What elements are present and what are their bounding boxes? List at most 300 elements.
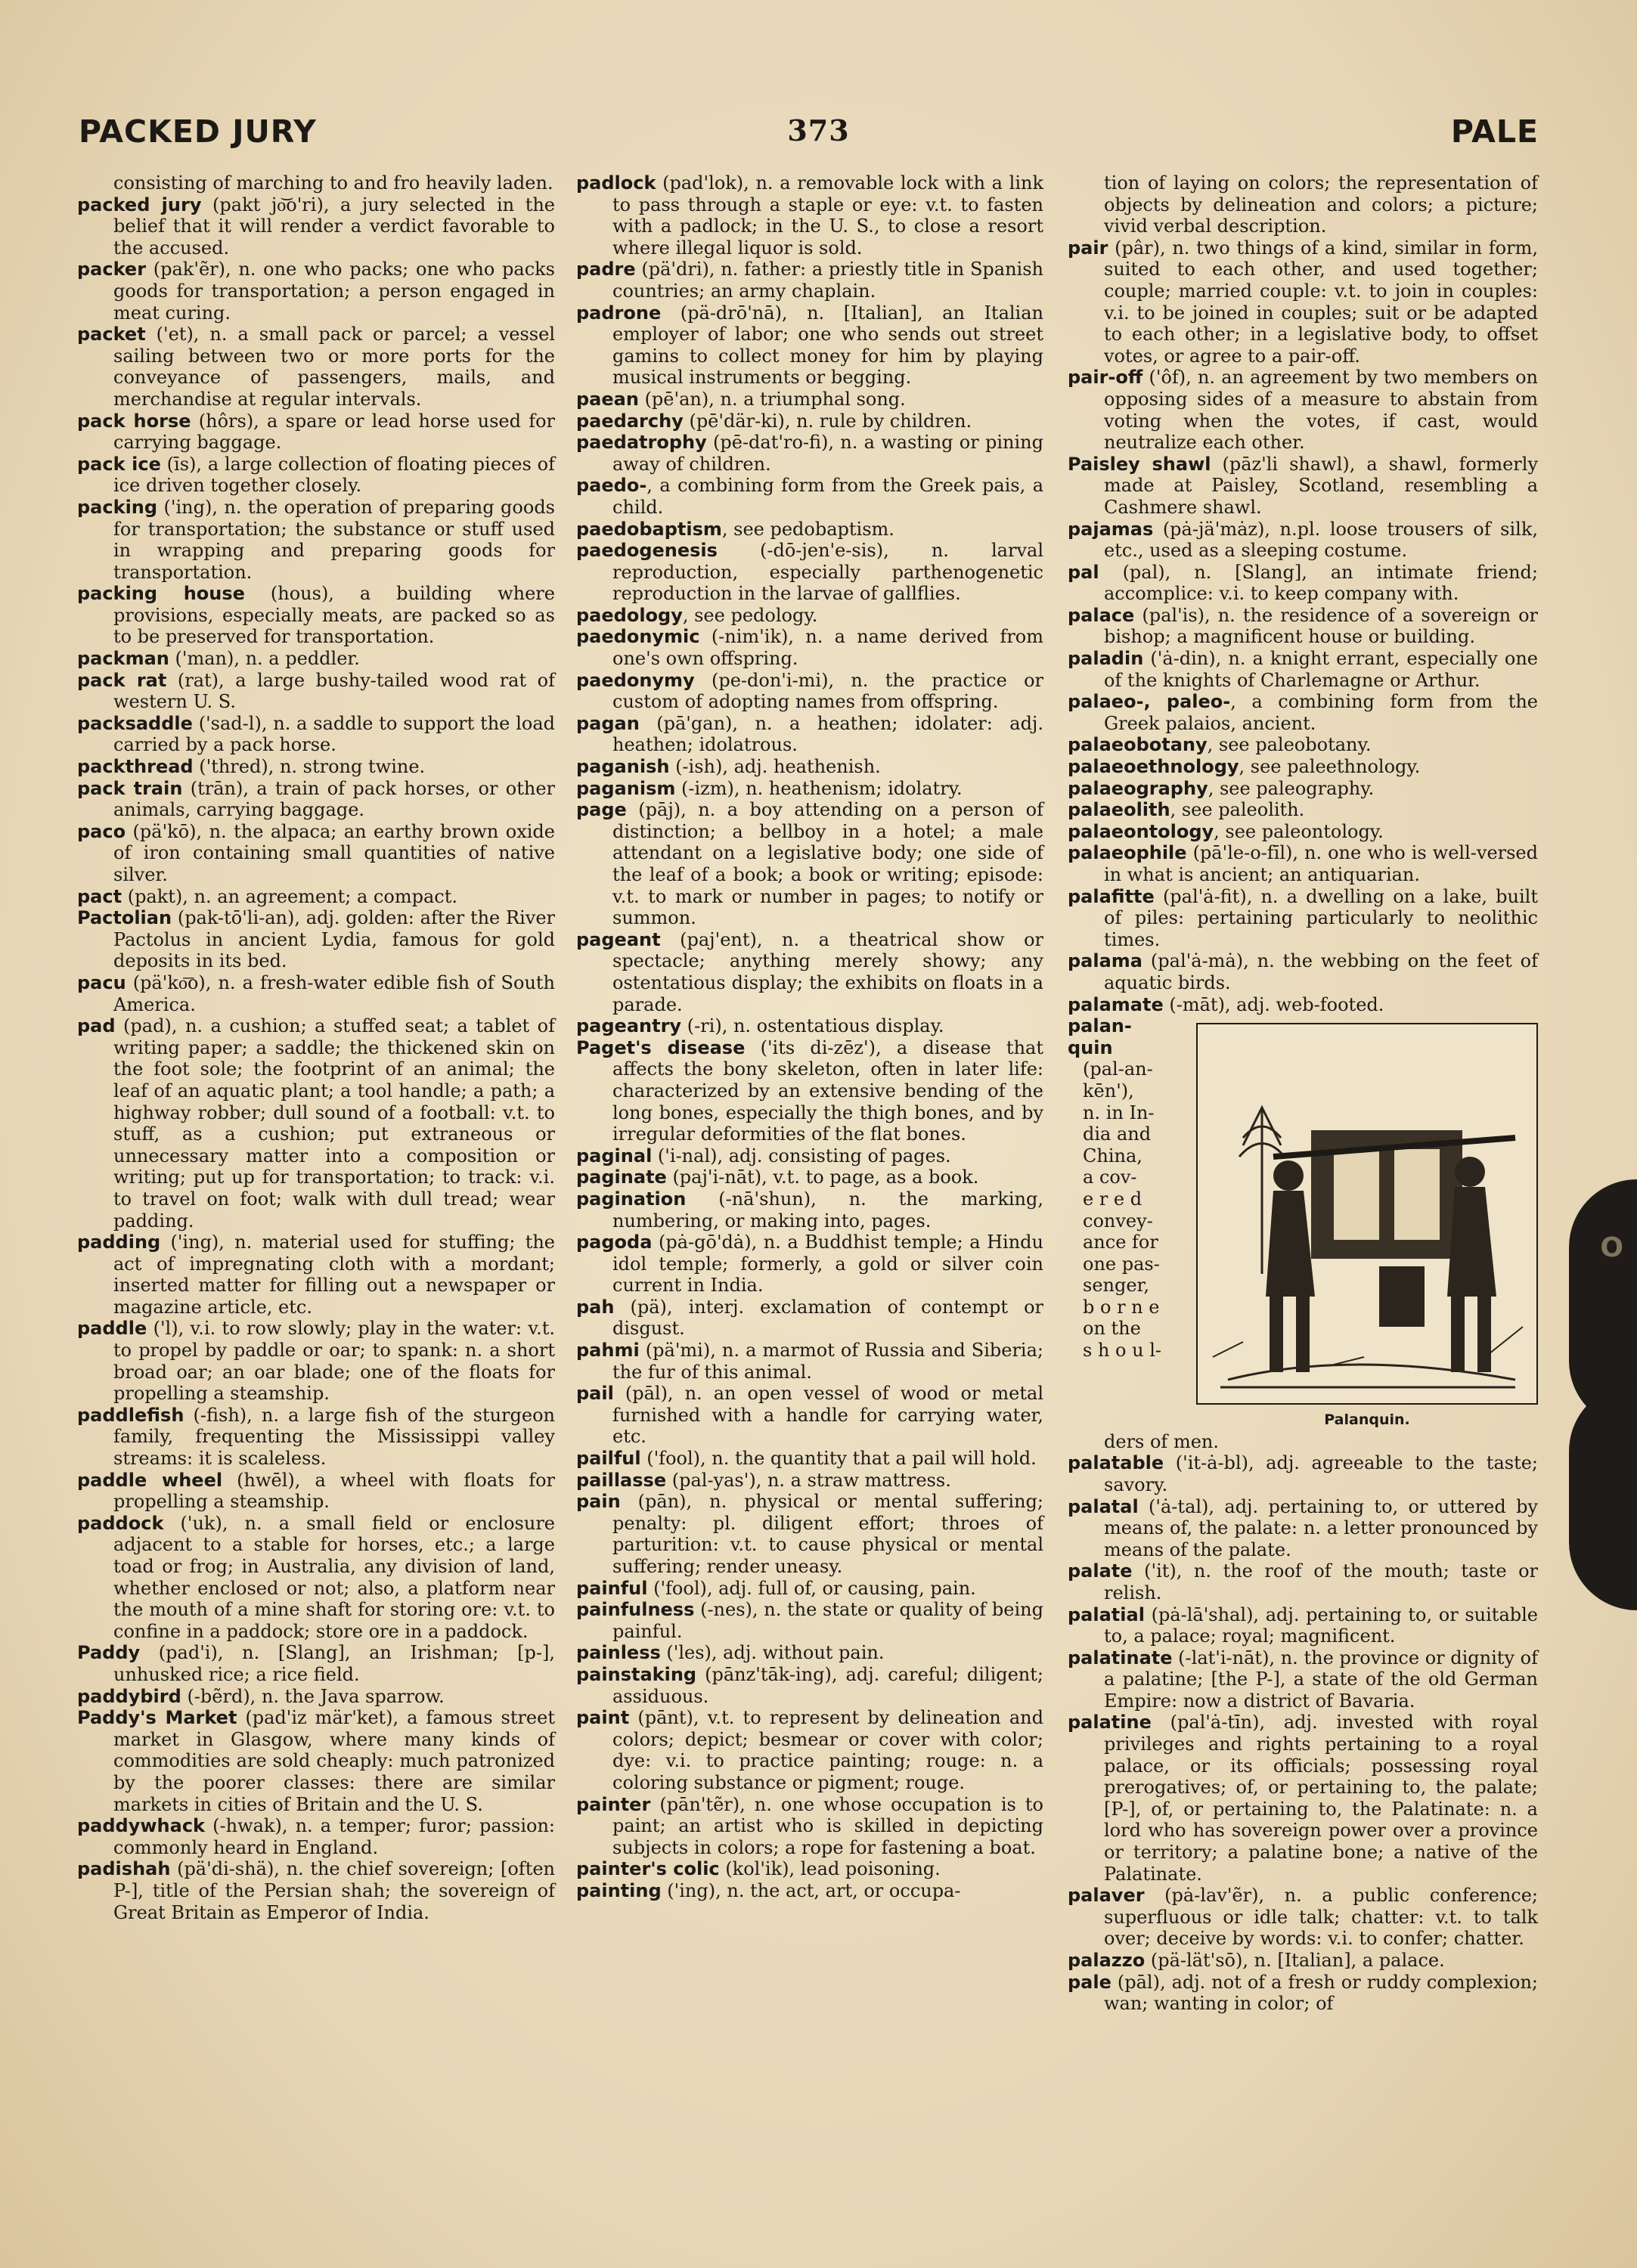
definition-text: (pal-yas'), n. a straw mattress.	[666, 1469, 951, 1491]
definition-line: b o r n e	[1083, 1296, 1160, 1318]
headword: paddock	[77, 1512, 164, 1534]
palanquin-illustration	[1196, 1023, 1538, 1405]
headword: Paget's disease	[576, 1036, 746, 1058]
definition-text: (pȧ-lav'ẽr), n. a public conference; superfluous or idle talk; chatter: v.t. to talk over; deceive by words: v.i. to confer; chatter.	[1104, 1885, 1538, 1950]
headword: paganish	[576, 756, 670, 778]
dictionary-entry	[576, 540, 1043, 605]
definition-line: e r e d	[1083, 1188, 1142, 1210]
headword: palazzo	[1068, 1950, 1146, 1971]
definition-text: ('it-ȧ-bl), adj. agreeable to the taste; savory.	[1104, 1452, 1538, 1495]
dictionary-entry	[1068, 237, 1538, 367]
dictionary-entry	[576, 1794, 1043, 1859]
dictionary-entry	[576, 1188, 1043, 1232]
definition-text: (pȧ-jä'mȧz), n.pl. loose trousers of silk, etc., used as a sleeping costume.	[1104, 518, 1538, 562]
definition-text: (pal'is), n. the residence of a sovereign or bishop; a magnificent house or building.	[1104, 604, 1538, 648]
headword: pahmi	[576, 1340, 640, 1362]
definition-text: (hôrs), a spare or lead horse used for carrying baggage.	[113, 410, 556, 454]
dictionary-entry	[576, 1232, 1043, 1297]
headword: palatinate	[1068, 1647, 1173, 1668]
definition-text: (-hwak), n. a temper; furor; passion: commonly heard in England.	[113, 1815, 555, 1858]
definition-line: (pal-an-	[1083, 1058, 1153, 1080]
definition-text: (pad'lok), n. a removable lock with a link to pass through a staple or eye: v.t. to fasten with a padlock; in the U. S., to close a resort where illegal liquor is sold.	[612, 172, 1043, 259]
dictionary-entry	[77, 1232, 555, 1318]
definition-text: (pāj), n. a boy attending on a person of distinction; a bellboy in a hotel; a male attendant on a legislative body; one side of the leaf of a book; a book or writing; episode: v.t. to mark or number in pages; to notify or summon.	[612, 799, 1043, 929]
definition-text: , see paleobotany.	[1207, 734, 1372, 756]
headword: paedobaptism	[576, 518, 722, 540]
headword: palan-	[1068, 1015, 1132, 1037]
headword: pagination	[576, 1188, 687, 1210]
dictionary-entry	[576, 1470, 1043, 1492]
definition-text: ('ing), n. the act, art, or occupa-	[661, 1879, 961, 1901]
definition-text: ('sad-l), n. a saddle to support the load carried by a pack horse.	[113, 712, 555, 756]
palanquin-block	[1068, 1015, 1538, 1431]
dictionary-entry	[77, 1470, 555, 1513]
definition-text: , see pedology.	[682, 604, 818, 626]
headword: packing house	[77, 583, 245, 605]
dictionary-entry	[576, 713, 1043, 756]
headword: paedonymy	[576, 669, 695, 691]
dictionary-entry	[1068, 1604, 1538, 1647]
definition-line: s h o u l-	[1083, 1340, 1161, 1362]
definition-text: (pä'mi), n. a marmot of Russia and Siberia; the fur of this animal.	[612, 1340, 1043, 1383]
definition-text: (pâr), n. two things of a kind, similar in form, suited to each other, and used together; couple; married couple: v.t. to join in couples: v.i. to be joined in couples; suit or be adapted to each other; in a legislative body, to offset votes, or agree to a pair-off.	[1104, 237, 1538, 367]
definition-text: (-lat'i-nāt), n. the province or dignity of a palatine; [the P-], a state of the old German Empire: now a district of Bavaria.	[1104, 1647, 1538, 1712]
dictionary-entry	[576, 1448, 1043, 1470]
dictionary-entry	[77, 1318, 555, 1404]
headword: padding	[77, 1232, 161, 1253]
definition-line: dia and	[1083, 1123, 1152, 1145]
dictionary-entry	[576, 1145, 1043, 1167]
headword: packman	[77, 648, 169, 670]
dictionary-entry	[576, 1340, 1043, 1383]
definition-line: senger,	[1083, 1275, 1150, 1297]
headword: quin	[1068, 1036, 1113, 1058]
headword: Paddy's Market	[77, 1707, 237, 1729]
headword: paco	[77, 820, 126, 842]
definition-text: , see pedobaptism.	[721, 518, 894, 540]
dictionary-entry	[77, 583, 555, 648]
headword: paginate	[576, 1167, 667, 1188]
dictionary-entry	[576, 1858, 1043, 1880]
definition-line: n. in In-	[1083, 1101, 1155, 1123]
headword: paedatrophy	[576, 432, 707, 454]
definition-text: (pakt jo͝o'ri), a jury selected in the belief that it will render a verdict favorable to the accused.	[113, 194, 555, 259]
headword: pajamas	[1068, 518, 1154, 540]
headword: palaver	[1068, 1885, 1145, 1907]
definition-text: (trān), a train of pack horses, or other animals, carrying baggage.	[113, 777, 555, 821]
headword: paladin	[1068, 648, 1144, 670]
dictionary-entry	[77, 194, 555, 259]
headword: packet	[77, 324, 146, 345]
definition-text: (pē'an), n. a triumphal song.	[638, 388, 906, 410]
definition-line: kēn'),	[1083, 1080, 1134, 1101]
headword: packer	[77, 259, 147, 280]
dictionary-entry	[77, 907, 555, 972]
definition-text: (pä-lät'sō), n. [Italian], a palace.	[1145, 1950, 1445, 1971]
dictionary-entry	[77, 886, 555, 908]
definition-text: (pä'ko͞o), n. a fresh-water edible fish of South America.	[113, 971, 555, 1015]
dictionary-entry	[77, 1642, 555, 1685]
definition-text: , see paleolith.	[1170, 799, 1305, 821]
headword: paddybird	[77, 1685, 181, 1707]
definition-text: (paj'i-nāt), v.t. to page, as a book.	[666, 1167, 979, 1188]
headword: Paddy	[77, 1642, 141, 1664]
headword: pal	[1068, 561, 1099, 583]
figure-caption: Palanquin.	[1324, 1411, 1410, 1429]
headword: palamate	[1068, 993, 1164, 1015]
headword: pacu	[77, 971, 126, 993]
headword: pah	[576, 1296, 615, 1318]
definition-text: (pad), n. a cushion; a stuffed seat; a tablet of writing paper; a saddle; the thickened skin on the foot sole; the footprint of an animal; the leaf of an aquatic plant; a tool handle; a path; a highway robber; dull sound of a football: v.t. to stuff, as a cushion; put extraneous or unnecessary matter into a composition or writing; put up for transportation; to track: v.i. to travel on foot; walk with dull tread; wear padding.	[113, 1015, 555, 1232]
dictionary-entry	[77, 1015, 555, 1232]
dictionary-entry	[1068, 691, 1538, 734]
headword: painful	[576, 1577, 648, 1599]
definition-text: consisting of marching to and fro heavily laden.	[113, 172, 553, 194]
definition-text: ('ȧ-tal), adj. pertaining to, or uttered by means of, the palate: n. a letter pronounced by means of the palate.	[1104, 1495, 1538, 1560]
dictionary-entry	[77, 972, 555, 1015]
definition-text: (-nim'ik), n. a name derived from one's own offspring.	[612, 626, 1043, 670]
headword: palatable	[1068, 1452, 1164, 1474]
column-1	[77, 172, 555, 1923]
headword: palaeoethnology	[1068, 756, 1239, 778]
headword: palaeophile	[1068, 842, 1187, 864]
headword: pack train	[77, 777, 183, 799]
definition-text: (-bẽrd), n. the Java sparrow.	[181, 1685, 445, 1707]
dictionary-entry	[77, 713, 555, 756]
dictionary-entry	[1068, 648, 1538, 691]
definition-text: ('ing), n. the operation of preparing goods for transportation; the substance or stuff used in wrapping and preparing goods for transportation.	[113, 496, 555, 583]
dictionary-entry	[77, 778, 555, 821]
definition-text: ('its di-zēz'), a disease that affects the bony skeleton, often in later life: characterized by an extensive bending of the long bones, especially the thigh bones, and by irregular deformities of the flat bones.	[612, 1036, 1043, 1145]
dictionary-entry	[576, 799, 1043, 929]
dictionary-entry	[77, 670, 555, 713]
running-head-right: PALE	[1450, 113, 1539, 150]
dictionary-entry	[576, 756, 1043, 778]
headword: paginal	[576, 1145, 653, 1167]
dictionary-entry	[576, 605, 1043, 627]
definition-line: China,	[1083, 1145, 1142, 1167]
definition-text: (pä'dri), n. father: a priestly title in Spanish countries; an army chaplain.	[612, 259, 1043, 302]
dictionary-entry	[576, 1880, 1043, 1902]
headword: palatine	[1068, 1712, 1152, 1734]
definition-text: ('ȧ-din), n. a knight errant, especially one of the knights of Charlemagne or Arthur.	[1104, 648, 1538, 691]
definition-line: on the	[1083, 1318, 1141, 1340]
dictionary-entry	[77, 1858, 555, 1923]
dictionary-entry	[576, 1707, 1043, 1793]
headword: padishah	[77, 1858, 171, 1880]
headword: pair	[1068, 237, 1108, 259]
definition-text: ('uk), n. a small field or enclosure adjacent to a stable for horses, etc.; a large toad or frog; in Australia, any division of land, whether enclosed or not; also, a platform near the mouth of a mine shaft for storing ore: v.t. to confine in a paddock; store ore in a paddock.	[113, 1512, 555, 1642]
headword: painter's colic	[576, 1858, 720, 1880]
definition-text: (kol'ik), lead poisoning.	[719, 1858, 941, 1880]
definition-text: (pe-don'i-mi), n. the practice or custom of adopting names from offspring.	[612, 669, 1043, 713]
definition-text: , see paleography.	[1208, 777, 1375, 799]
headword: packing	[77, 496, 158, 518]
headword: paint	[576, 1707, 630, 1729]
thumb-index-letter: O	[1600, 1232, 1623, 1263]
definition-text: ('et), n. a small pack or parcel; a vessel sailing between two or more ports for the conveyance of passengers, mails, and merchandise at regular intervals.	[113, 324, 555, 410]
dictionary-entry	[576, 172, 1043, 259]
dictionary-entry	[77, 172, 555, 194]
definition-text: , see paleethnology.	[1239, 756, 1421, 778]
dictionary-entry	[1068, 1712, 1538, 1885]
definition-text: (pad'i), n. [Slang], an Irishman; [p-], unhusked rice; a rice field.	[113, 1642, 555, 1685]
headword: palaeontology	[1068, 820, 1214, 842]
headword: packthread	[77, 756, 194, 778]
headword: Paisley shawl	[1068, 453, 1211, 475]
headword: paedogenesis	[576, 540, 718, 562]
definition-text: (pā'le-o-fīl), n. one who is well-versed in what is ancient; an antiquarian.	[1104, 842, 1538, 885]
definition-text: (rat), a large bushy-tailed wood rat of western U. S.	[113, 669, 555, 713]
headword: palate	[1068, 1560, 1133, 1582]
definition-text: , a combining form from the Greek pais, a child.	[612, 475, 1043, 518]
headword: pagoda	[576, 1232, 653, 1253]
dictionary-entry	[576, 626, 1043, 669]
palanquin-image	[1198, 1024, 1536, 1403]
headword: palafitte	[1068, 885, 1155, 907]
dictionary-entry	[77, 1707, 555, 1815]
definition-text: ('l), v.i. to row slowly; play in the water: v.t. to propel by paddle or oar; to spank: n. a short broad oar; an oar blade; one of the floats for propelling a steamship.	[113, 1318, 555, 1405]
definition-text: (pä'kō), n. the alpaca; an earthy brown oxide of iron containing small quantities of native silver.	[113, 820, 555, 885]
dictionary-entry	[77, 648, 555, 670]
definition-text: (pakt), n. an agreement; a compact.	[122, 885, 457, 907]
headword: packed jury	[77, 194, 202, 215]
headword: paddle	[77, 1318, 147, 1340]
dictionary-entry	[576, 259, 1043, 302]
dictionary-entry	[77, 411, 555, 454]
headword: palaeo-, paleo-	[1068, 691, 1231, 713]
headword: palatial	[1068, 1603, 1145, 1625]
dictionary-entry	[576, 929, 1043, 1015]
definition-text: ('fool), adj. full of, or causing, pain.	[647, 1577, 976, 1599]
dictionary-entry	[77, 324, 555, 410]
dictionary-entry	[576, 1664, 1043, 1707]
dictionary-entry	[77, 1686, 555, 1708]
headword: painstaking	[576, 1663, 697, 1685]
dictionary-entry	[1068, 842, 1538, 885]
headword: pack ice	[77, 453, 161, 475]
definition-line: ance for	[1083, 1232, 1158, 1253]
headword: painless	[576, 1642, 661, 1664]
dictionary-entry	[1068, 799, 1538, 821]
dictionary-entry	[576, 1578, 1043, 1600]
definition-text: ('fool), n. the quantity that a pail will hold.	[640, 1448, 1037, 1470]
definition-text: (-nā'shun), n. the marking, numbering, or making into, pages.	[612, 1188, 1043, 1232]
dictionary-entry	[1068, 1950, 1538, 1972]
definition-text: (-māt), adj. web-footed.	[1163, 993, 1384, 1015]
headword: padre	[576, 259, 636, 280]
headword: pale	[1068, 1971, 1111, 1993]
dictionary-entry	[1068, 734, 1538, 756]
definition-text: (pad'iz mär'ket), a famous street market in Glasgow, where many kinds of commodities are sold cheaply: much patronized by the poorer classes: there are similar markets in cities of Britain and the U. S.	[113, 1707, 555, 1815]
definition-text: tion of laying on colors; the representation of objects by delineation and colors; a picture; vivid verbal description.	[1104, 172, 1538, 237]
definition-text: (pānz'tāk-ing), adj. careful; diligent; assiduous.	[612, 1663, 1043, 1707]
dictionary-entry	[576, 519, 1043, 541]
definition-text: (pal), n. [Slang], an intimate friend; accomplice: v.i. to keep company with.	[1099, 561, 1538, 605]
definition-line: convey-	[1083, 1210, 1153, 1232]
dictionary-entry	[77, 756, 555, 778]
dictionary-entry	[1068, 367, 1538, 453]
definition-text: (pān), n. physical or mental suffering; penalty: pl. diligent effort; throes of parturition: v.t. to cause physical or mental suffering; render uneasy.	[612, 1491, 1043, 1577]
definition-text: (pān'tẽr), n. one whose occupation is to paint; an artist who is skilled in depicting subjects in colors; a rope for fastening a boat.	[612, 1793, 1043, 1858]
definition-text: (pä'di-shä), n. the chief sovereign; [often P-], title of the Persian shah; the sovereign of Great Britain as Emperor of India.	[113, 1858, 555, 1923]
dictionary-entry	[576, 1037, 1043, 1145]
headword: pack rat	[77, 669, 167, 691]
palanquin-entry	[1068, 1015, 1189, 1431]
definition-text: (hwēl), a wheel with floats for propelling a steamship.	[113, 1469, 555, 1513]
dictionary-entry	[1068, 756, 1538, 778]
headword: pad	[77, 1015, 116, 1037]
definition-text: , see paleontology.	[1214, 820, 1384, 842]
definition-text: ('thred), n. strong twine.	[193, 756, 426, 778]
definition-text: (paj'ent), n. a theatrical show or spectacle; anything merely showy; any ostentatious display; the exhibits on floats in a parade.	[612, 928, 1043, 1015]
headword: palaeography	[1068, 777, 1208, 799]
headword: Pactolian	[77, 907, 172, 929]
dictionary-entry	[1068, 1885, 1538, 1950]
definition-text: ('ing), n. material used for stuffing; the act of impregnating cloth with a mordant; inserted matter for filling out a newspaper or magazine article, etc.	[113, 1232, 555, 1318]
dictionary-entry	[1068, 778, 1538, 800]
column-2	[576, 172, 1043, 1902]
dictionary-entry	[1068, 172, 1538, 237]
headword: paedonymic	[576, 626, 700, 648]
definition-text: (pāl), n. an open vessel of wood or metal furnished with a handle for carrying water, etc.	[612, 1383, 1043, 1448]
definition-line: a cov-	[1083, 1167, 1137, 1188]
definition-text: (pāl), adj. not of a fresh or ruddy complexion; wan; wanting in color; of	[1104, 1971, 1538, 2015]
definition-text: (pāz'li shawl), a shawl, formerly made at Paisley, Scotland, resembling a Cashmere shawl.	[1104, 453, 1539, 518]
headword: palaeobotany	[1068, 734, 1208, 756]
dictionary-entry	[1068, 1560, 1538, 1603]
definition-text: (īs), a large collection of floating pieces of ice driven together closely.	[113, 453, 555, 497]
definition-text: (-ish), adj. heathenish.	[669, 756, 881, 778]
dictionary-entry	[576, 1015, 1043, 1037]
definition-text: (pȧ-gō'dȧ), n. a Buddhist temple; a Hindu idol temple; formerly, a gold or silver coin current in India.	[612, 1232, 1043, 1297]
headword: pain	[576, 1491, 621, 1513]
headword: pagan	[576, 712, 640, 734]
headword: palama	[1068, 950, 1142, 972]
definition-text: (-nes), n. the state or quality of being painful.	[612, 1599, 1043, 1642]
definition-text: (pä), interj. exclamation of contempt or disgust.	[612, 1296, 1043, 1340]
dictionary-entry	[1068, 519, 1538, 562]
page-number: 373	[787, 113, 850, 147]
dictionary-entry	[576, 1599, 1043, 1642]
definition-text: ('i-nal), adj. consisting of pages.	[652, 1145, 951, 1167]
headword: paedarchy	[576, 410, 684, 432]
definition-text: ('it), n. the roof of the mouth; taste or relish.	[1104, 1560, 1538, 1603]
headword: pair-off	[1068, 367, 1143, 389]
dictionary-entry	[576, 432, 1043, 475]
definition-text: ('les), adj. without pain.	[660, 1642, 885, 1664]
dictionary-entry	[576, 778, 1043, 800]
dictionary-entry	[1068, 1647, 1538, 1712]
dictionary-entry	[1068, 1972, 1538, 2015]
dictionary-entry	[77, 1815, 555, 1858]
headword: padrone	[576, 302, 662, 324]
definition-text: (-fish), n. a large fish of the sturgeon family, frequenting the Mississippi valley streams: it is scaleless.	[113, 1404, 555, 1470]
definition-text: (pē'där-ki), n. rule by children.	[683, 410, 972, 432]
headword: paillasse	[576, 1469, 667, 1491]
dictionary-entry	[77, 454, 555, 497]
dictionary-entry	[1068, 950, 1538, 993]
thumb-index-tab	[1569, 1383, 1637, 1610]
dictionary-entry	[1068, 562, 1538, 605]
dictionary-entry	[576, 670, 1043, 713]
headword: paddlefish	[77, 1404, 184, 1426]
definition-text: (pē-dat'ro-fi), n. a wasting or pining away of children.	[612, 432, 1043, 475]
dictionary-entry	[1068, 1496, 1538, 1561]
definition-text: (pānt), v.t. to represent by delineation and colors; depict; besmear or cover with color; dye: v.i. to practice painting; rouge: n. a coloring substance or pigment; rouge.	[612, 1707, 1043, 1793]
headword: pact	[77, 885, 122, 907]
headword: pageant	[576, 928, 661, 950]
headword: painter	[576, 1793, 651, 1815]
headword: pack horse	[77, 410, 191, 432]
definition-text: (pal'ȧ-fit), n. a dwelling on a lake, built of piles: pertaining particularly to neolithic times.	[1104, 885, 1538, 950]
palanquin-entry-tail: ders of men.	[1104, 1430, 1219, 1452]
dictionary-entry	[77, 821, 555, 886]
definition-text: (pak-tō'li-an), adj. golden: after the River Pactolus in ancient Lydia, famous for gold deposits in its bed.	[113, 907, 555, 972]
dictionary-entry	[576, 411, 1043, 432]
dictionary-entry	[77, 1513, 555, 1643]
dictionary-entry	[1068, 605, 1538, 648]
headword: paddle wheel	[77, 1469, 223, 1491]
dictionary-entry	[576, 1383, 1043, 1448]
headword: painfulness	[576, 1599, 695, 1621]
definition-text: ('man), n. a peddler.	[169, 648, 360, 670]
dictionary-entry	[576, 1642, 1043, 1664]
definition-line: one pas-	[1083, 1253, 1160, 1275]
dictionary-entry	[77, 259, 555, 324]
headword: painting	[576, 1879, 662, 1901]
definition-text: (-dō-jen'e-sis), n. larval reproduction, especially parthenogenetic reproduction in the larvae of gallflies.	[612, 540, 1043, 605]
column-3	[1068, 172, 1538, 2015]
headword: palatal	[1068, 1495, 1139, 1517]
definition-text: (pā'gan), n. a heathen; idolater: adj. heathen; idolatrous.	[612, 712, 1043, 756]
dictionary-entry	[1068, 454, 1538, 519]
headword: paddywhack	[77, 1815, 206, 1837]
definition-text: (hous), a building where provisions, especially meats, are packed so as to be preserved for transportation.	[113, 583, 555, 648]
dictionary-entry	[576, 475, 1043, 518]
definition-text: (-izm), n. heathenism; idolatry.	[675, 777, 963, 799]
dictionary-entry	[1068, 994, 1538, 1016]
headword: pageantry	[576, 1015, 682, 1037]
headword: paedology	[576, 604, 683, 626]
definition-text: (pal'ȧ-tīn), adj. invested with royal privileges and rights pertaining to a royal palace, or its officials; possessing royal prerogatives; of, or pertaining to, the palate; [P-], of, or pertaining to, the Palatinate: n. a lord who has sovereign power over a province or territory; a palatine bone; a native of the Palatinate.	[1104, 1712, 1538, 1885]
definition-text: (pä-drō'nā), n. [Italian], an Italian employer of labor; one who sends out street gamins to collect money for him by playing musical instruments or begging.	[612, 302, 1043, 389]
headword: packsaddle	[77, 712, 193, 734]
dictionary-entry	[77, 1405, 555, 1470]
definition-text: ('ôf), n. an agreement by two members on opposing sides of a measure to abstain from voting when the votes, if cast, would neutralize each other.	[1104, 367, 1538, 454]
headword: pailful	[576, 1448, 641, 1470]
definition-text: , a combining form from the Greek palaios, ancient.	[1104, 691, 1538, 734]
dictionary-entry	[1068, 886, 1538, 951]
dictionary-entry	[576, 302, 1043, 389]
dictionary-entry	[576, 389, 1043, 411]
dictionary-entry	[77, 497, 555, 583]
dictionary-entry	[1068, 1452, 1538, 1495]
headword: pail	[576, 1383, 614, 1405]
headword: padlock	[576, 172, 656, 194]
dictionary-entry	[576, 1491, 1043, 1577]
definition-text: (pal'ȧ-mȧ), n. the webbing on the feet of aquatic birds.	[1104, 950, 1538, 993]
definition-text: (-ri), n. ostentatious display.	[681, 1015, 944, 1037]
definition-text: (pak'ẽr), n. one who packs; one who packs goods for transportation; a person engaged in meat curing.	[113, 259, 555, 324]
headword: palaeolith	[1068, 799, 1170, 821]
headword: palace	[1068, 604, 1135, 626]
dictionary-entry	[576, 1297, 1043, 1340]
headword: paean	[576, 388, 639, 410]
running-head-left: PACKED JURY	[79, 113, 317, 150]
dictionary-entry	[576, 1167, 1043, 1188]
definition-text: (pȧ-lā'shal), adj. pertaining to, or suitable to, a palace; royal; magnificent.	[1104, 1603, 1538, 1647]
